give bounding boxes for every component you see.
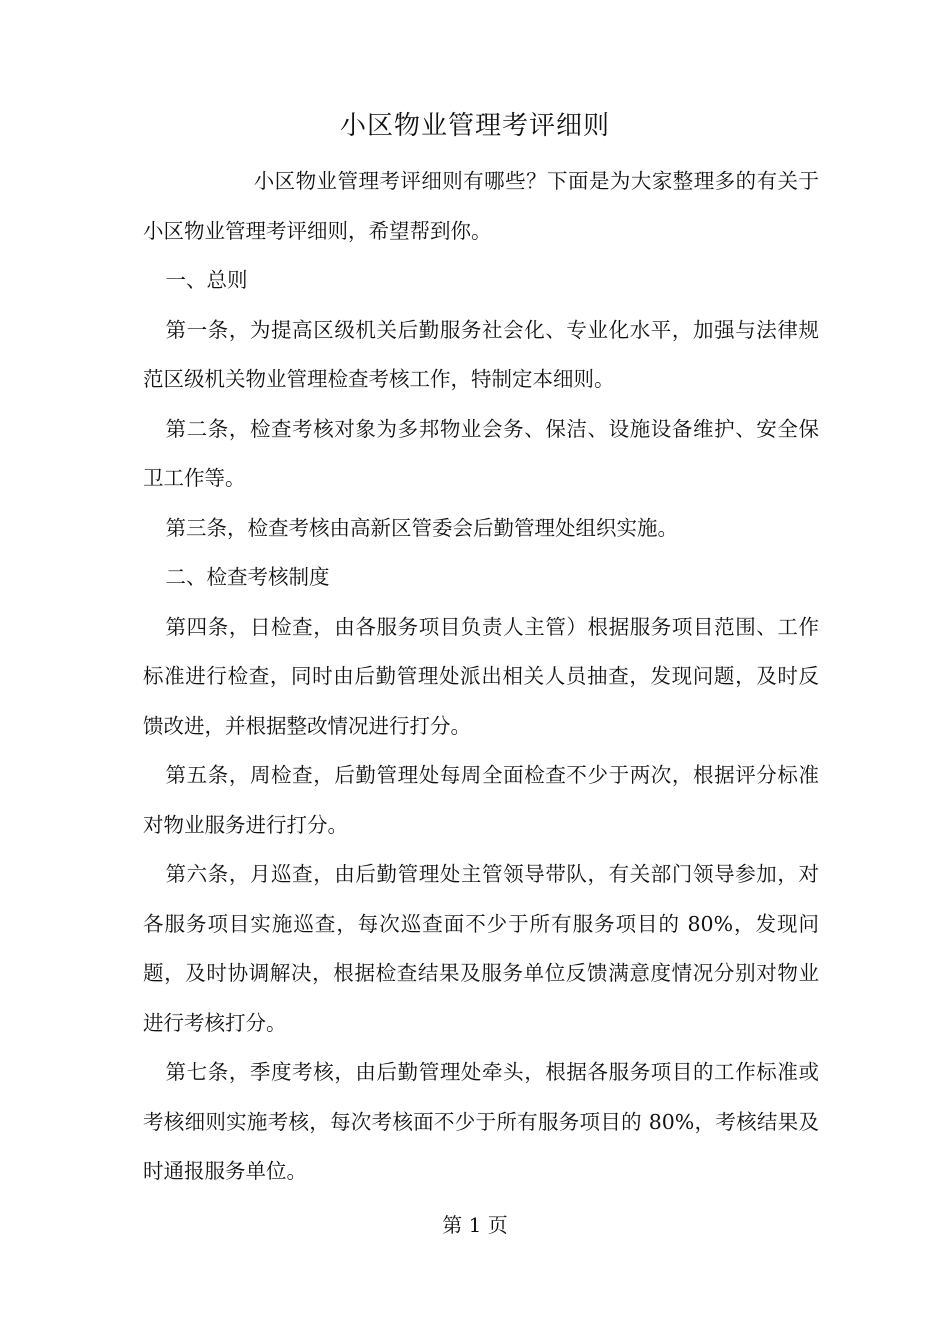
section-heading-general: 一、总则 [165,268,248,292]
article-6: 第六条，月巡查，由后勤管理处主管领导带队，有关部门领导参加，对各服务项目实施巡查，每次巡查面不少于所有服务项目的 80%，发现问题，及时协调解决，根据检查结果及服务单位反馈满意度情况分别对物业进行考核打分。 [143,862,819,1035]
document-body [143,157,819,1197]
article-7: 第七条，季度考核，由后勤管理处牵头，根据各服务项目的工作标准或考核细则实施考核，每次考核面不少于所有服务项目的 80%，考核结果及时通报服务单位。 [143,1060,819,1183]
article-1: 第一条，为提高区级机关后勤服务社会化、专业化水平，加强与法律规范区级机关物业管理检查考核工作，特制定本细则。 [143,317,819,391]
page-number: 第 1 页 [442,1213,508,1237]
section-heading-inspection: 二、检查考核制度 [165,565,330,589]
document-title: 小区物业管理考评细则 [339,111,610,141]
intro-paragraph: 小区物业管理考评细则有哪些？下面是为大家整理多的有关于小区物业管理考评细则，希望帮到你。 [143,169,819,243]
article-5: 第五条，周检查，后勤管理处每周全面检查不少于两次，根据评分标准对物业服务进行打分。 [143,763,819,837]
article-4: 第四条，日检查，由各服务项目负责人主管）根据服务项目范围、工作标准进行检查，同时由后勤管理处派出相关人员抽查，发现问题，及时反馈改进，并根据整改情况进行打分。 [143,614,819,738]
article-2: 第二条，检查考核对象为多邦物业会务、保洁、设施设备维护、安全保卫工作等。 [143,416,819,490]
article-3: 第三条，检查考核由高新区管委会后勤管理处组织实施。 [165,515,679,540]
